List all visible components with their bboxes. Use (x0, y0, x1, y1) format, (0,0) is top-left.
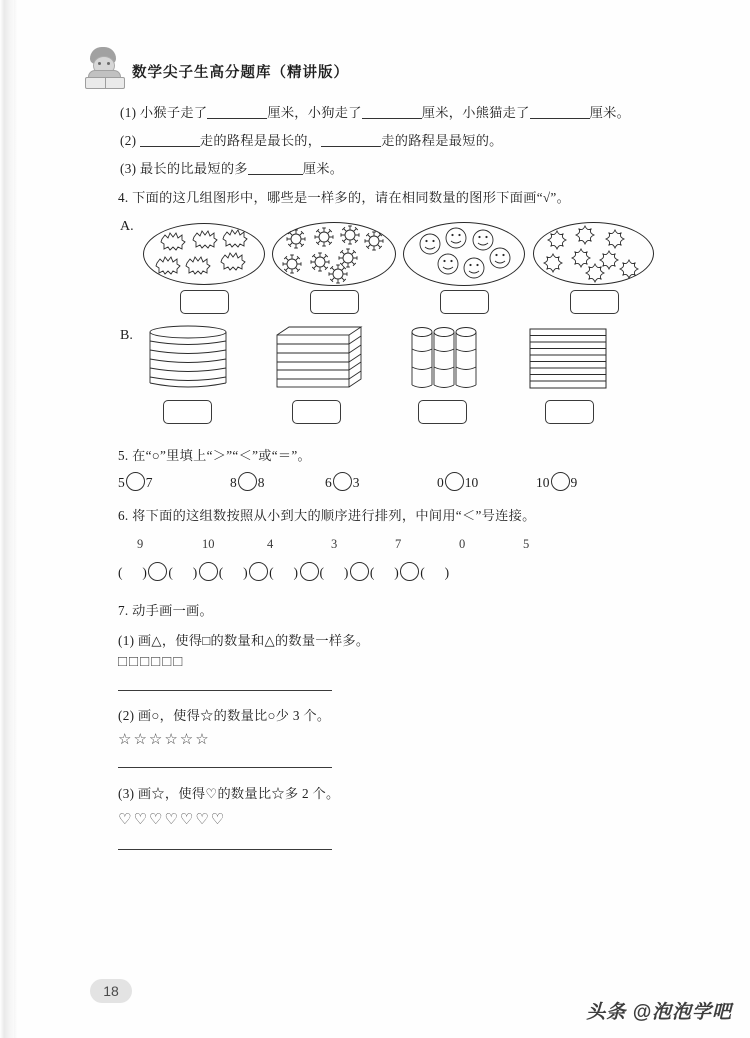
q3-item-2-text-b: 走的路程是最长的， (199, 133, 322, 148)
connector-circle[interactable] (249, 562, 268, 581)
q6-slot-2[interactable]: ( ) (168, 565, 198, 580)
blank-field[interactable] (321, 133, 381, 147)
q7-part-3-text: 画☆，使得♡的数量比☆多 2 个。 (137, 786, 340, 801)
q5-pair-3-left: 6 (325, 475, 332, 490)
q6-slot-1[interactable]: ( ) (118, 565, 148, 580)
q7-part-1-glyphs: □□□□□□ (118, 654, 185, 670)
smiley-face-cluster (403, 222, 523, 284)
four-point-star-cluster (533, 222, 652, 283)
q7-part-2-glyphs: ☆☆☆☆☆☆ (118, 732, 211, 748)
comparison-circle[interactable] (551, 472, 570, 491)
q7-number: 7. (118, 603, 129, 618)
q3-item-3-text-b: 厘米。 (302, 161, 344, 176)
q6-number-2: 10 (202, 537, 215, 551)
q3-item-1-label: (1) (120, 105, 137, 120)
blank-field[interactable] (362, 105, 422, 119)
q7-part-3-label: (3) (118, 786, 135, 801)
q5-pair-3-right: 3 (352, 475, 360, 490)
blank-field[interactable] (248, 161, 303, 175)
q7-part-1 (118, 631, 369, 651)
q6-number-6: 0 (459, 537, 466, 551)
q4-answer-box-a2[interactable] (310, 290, 359, 314)
q6-number-4: 3 (331, 537, 338, 551)
snowflake-star-cluster (272, 222, 394, 284)
q3-item-1-text-c: 厘米，小熊猫走了 (421, 105, 530, 120)
q4-answer-box-b3[interactable] (418, 400, 467, 424)
q4-answer-box-b4[interactable] (545, 400, 594, 424)
q6-slot-7[interactable]: ( ) (420, 565, 450, 580)
q7-part-1-text: 画△，使得□的数量和△的数量一样多。 (137, 633, 370, 648)
connector-circle[interactable] (300, 562, 319, 581)
comparison-circle[interactable] (126, 472, 145, 491)
q3-item-3-label: (3) (120, 161, 137, 176)
q7-prompt (118, 601, 213, 621)
q3-item-2-text-c: 走的路程是最短的。 (381, 133, 503, 148)
comparison-circle[interactable] (445, 472, 464, 491)
q6-number-list (0, 537, 750, 557)
stacked-cylinder-discs-shape (148, 325, 228, 391)
q7-part-2-answer-line[interactable] (118, 767, 332, 768)
q5-pair-4-left: 0 (437, 475, 444, 490)
q5-pair-5-right: 9 (570, 475, 578, 490)
q6-number-1: 9 (137, 537, 144, 551)
q7-part-3-glyphs: ♡♡♡♡♡♡♡ (118, 812, 227, 828)
q3-item-1-text-a: 小猴子走了 (139, 105, 208, 120)
q5-pair-1-right: 7 (145, 475, 153, 490)
q3-item-1 (120, 103, 630, 123)
page-header (84, 46, 349, 88)
q6-number-7: 5 (523, 537, 530, 551)
q6-slot-5[interactable]: ( ) (319, 565, 349, 580)
q6-number: 6. (118, 508, 129, 523)
comparison-circle[interactable] (238, 472, 257, 491)
q4-number: 4. (118, 190, 129, 205)
q5-pair-2 (230, 472, 265, 491)
connector-circle[interactable] (148, 562, 167, 581)
q3-item-1-text-d: 厘米。 (589, 105, 631, 120)
blank-field[interactable] (207, 105, 267, 119)
q5-prompt (118, 446, 311, 466)
blank-field[interactable] (530, 105, 590, 119)
q7-part-2-text: 画○，使得☆的数量比○少 3 个。 (137, 708, 331, 723)
burst-shape-cluster (143, 223, 263, 283)
q4-group-b-label: B. (120, 328, 133, 343)
q7-part-2 (118, 706, 330, 726)
q6-prompt-text: 将下面的这组数按照从小到大的顺序进行排列，中间用“＜”号连接。 (132, 508, 536, 523)
q3-item-3-text-a: 最长的比最短的多 (139, 161, 248, 176)
q7-part-1-label: (1) (118, 633, 135, 648)
q4-answer-box-b2[interactable] (292, 400, 341, 424)
q4-prompt (118, 188, 570, 208)
blank-field[interactable] (140, 133, 200, 147)
q5-pair-3 (325, 472, 360, 491)
connector-circle[interactable] (199, 562, 218, 581)
q5-prompt-text: 在“○”里填上“＞”“＜”或“＝”。 (132, 448, 311, 463)
three-cylinder-columns-shape (410, 325, 478, 391)
q7-part-1-answer-line[interactable] (118, 690, 332, 691)
stacked-boxes-shape (275, 325, 365, 391)
q5-pair-1 (118, 472, 153, 491)
q5-pair-2-right: 8 (257, 475, 265, 490)
q3-item-2 (120, 131, 503, 151)
q5-pair-4-right: 10 (464, 475, 479, 490)
q3-item-2-label: (2) (120, 133, 137, 148)
q4-answer-box-b1[interactable] (163, 400, 212, 424)
q5-pair-5-left: 10 (536, 475, 550, 490)
q7-prompt-text: 动手画一画。 (132, 603, 214, 618)
q4-answer-box-a4[interactable] (570, 290, 619, 314)
connector-circle[interactable] (350, 562, 369, 581)
q6-answer-row (118, 562, 450, 581)
child-reading-book-icon (84, 46, 124, 88)
comparison-circle[interactable] (333, 472, 352, 491)
q4-prompt-text: 下面的这几组图形中，哪些是一样多的，请在相同数量的图形下面画“√”。 (132, 190, 571, 205)
q5-number: 5. (118, 448, 129, 463)
q4-answer-box-a3[interactable] (440, 290, 489, 314)
q7-part-2-label: (2) (118, 708, 135, 723)
q6-slot-4[interactable]: ( ) (269, 565, 299, 580)
q6-number-5: 7 (395, 537, 402, 551)
q4-group-a-label: A. (120, 219, 134, 234)
q5-pair-4 (437, 472, 478, 491)
q5-pair-1-left: 5 (118, 475, 125, 490)
connector-circle[interactable] (400, 562, 419, 581)
q3-item-1-text-b: 厘米，小狗走了 (267, 105, 362, 120)
q6-number-3: 4 (267, 537, 274, 551)
page-number-badge: 18 (90, 979, 132, 1003)
watermark: 头条 @泡泡学吧 (586, 1002, 732, 1023)
q6-prompt (118, 506, 536, 526)
q5-pair-2-left: 8 (230, 475, 237, 490)
q7-part-3-answer-line[interactable] (118, 849, 332, 850)
q5-pair-5 (536, 472, 577, 491)
q6-slot-3[interactable]: ( ) (218, 565, 249, 580)
q6-slot-6[interactable]: ( ) (369, 565, 400, 580)
q4-answer-box-a1[interactable] (180, 290, 229, 314)
q7-part-3 (118, 784, 339, 804)
stacked-thin-slabs-shape (528, 325, 610, 391)
header-title: 数学尖子生高分题库（精讲版） (132, 65, 349, 81)
q3-item-3 (120, 159, 343, 179)
